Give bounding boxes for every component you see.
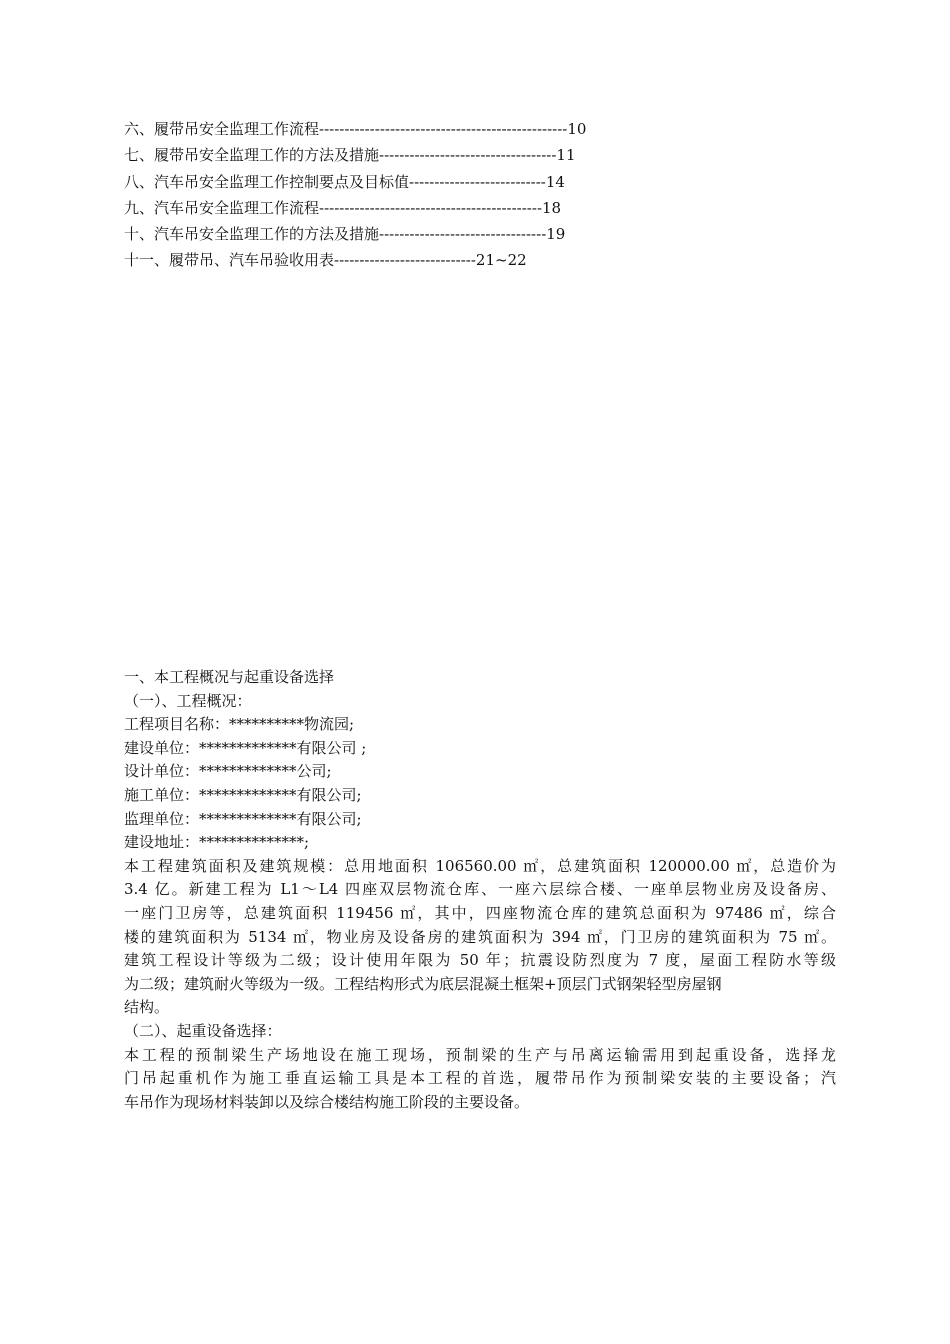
paragraph-equipment-line: 本工程的预制梁生产场地设在施工现场，预制梁的生产与吊离运输需用到起重设备，选择龙 (124, 1045, 836, 1064)
paragraph-scale-line: 结构。 (124, 998, 170, 1017)
paragraph-scale-line: 楼的建筑面积为 5134 ㎡，物业房及设备房的建筑面积为 394 ㎡，门卫房的建筑面积为 75 ㎡。 (124, 927, 836, 946)
table-of-contents (124, 116, 644, 274)
toc-entry-8[interactable]: 八、汽车吊安全监理工作控制要点及目标值---------------------------14 (124, 172, 565, 191)
toc-entry-6[interactable]: 六、履带吊安全监理工作流程-------------------------------------------------10 (124, 120, 587, 138)
subsection-title-overview: （一）、工程概况： (124, 691, 252, 710)
toc-entry-9[interactable]: 九、汽车吊安全监理工作流程--------------------------------------------18 (124, 198, 562, 217)
info-construction-unit: 建设单位：*************有限公司 ; (124, 738, 367, 757)
toc-entry-10[interactable]: 十、汽车吊安全监理工作的方法及措施---------------------------------19 (124, 225, 566, 244)
info-address: 建设地址：**************; (124, 833, 310, 852)
subsection-title-equipment: （二）、起重设备选择： (124, 1021, 282, 1040)
paragraph-scale-line: 本工程建筑面积及建筑规模：总用地面积 106560.00 ㎡，总建筑面积 120000.00 ㎡，总造价为 (124, 856, 836, 875)
paragraph-equipment-line: 车吊作为现场材料装卸以及综合楼结构施工阶段的主要设备。 (124, 1092, 530, 1111)
toc-entry-11[interactable]: 十一、履带吊、汽车吊验收用表----------------------------21~22 (124, 251, 527, 270)
paragraph-scale-line: 3.4 亿。新建工程为 L1～L4 四座双层物流仓库、一座六层综合楼、一座单层物业房及设备房、 (124, 880, 836, 899)
paragraph-scale-line: 为二级；建筑耐火等级为一级。工程结构形式为底层混凝土框架+顶层门式钢架轻型房屋钢 (124, 974, 722, 993)
section-project-overview (124, 666, 836, 1114)
info-builder-unit: 施工单位：*************有限公司; (124, 785, 362, 804)
paragraph-scale-line: 建筑工程设计等级为二级；设计使用年限为 50 年；抗震设防烈度为 7 度，屋面工程防水等级 (124, 951, 836, 970)
info-project-name: 工程项目名称：**********物流园; (124, 715, 355, 734)
info-design-unit: 设计单位：*************公司; (124, 762, 332, 781)
paragraph-scale-line: 一座门卫房等，总建筑面积 119456 ㎡，其中，四座物流仓库的建筑总面积为 97486 ㎡，综合 (124, 903, 836, 922)
info-supervision-unit: 监理单位：*************有限公司; (124, 809, 362, 828)
toc-entry-7[interactable]: 七、履带吊安全监理工作的方法及措施-----------------------------------11 (124, 146, 576, 165)
section-title: 一、本工程概况与起重设备选择 (124, 668, 335, 686)
paragraph-equipment-line: 门吊起重机作为施工垂直运输工具是本工程的首选，履带吊作为预制梁安装的主要设备；汽 (124, 1069, 836, 1088)
